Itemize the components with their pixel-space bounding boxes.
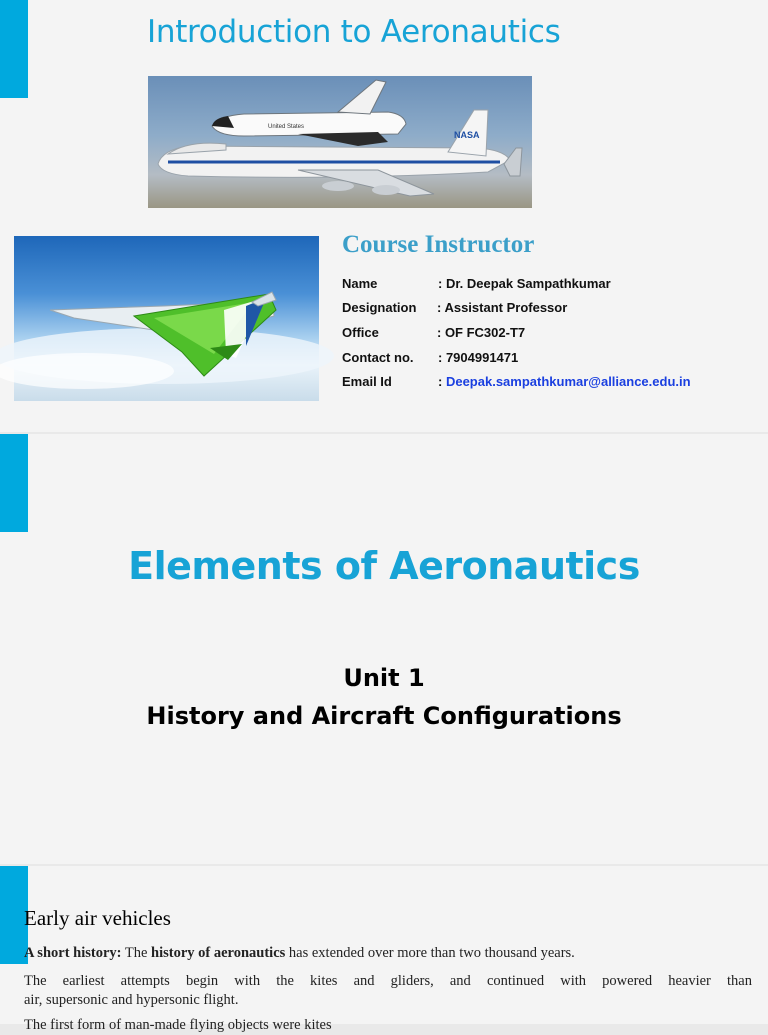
shuttle-body-text: United States	[268, 124, 305, 130]
info-label: Designation	[342, 300, 417, 315]
info-row-email	[342, 374, 691, 389]
bold-term: history of aeronautics	[151, 945, 286, 961]
tail-logo-text: NASA	[454, 130, 480, 140]
slide-early-air-vehicles	[0, 866, 768, 1033]
shuttle-carrier-photo	[148, 76, 532, 208]
accent-bar	[0, 434, 28, 532]
info-value: : OF FC302-T7	[437, 325, 526, 340]
slide-title-unit	[0, 434, 768, 864]
slide-title: Introduction to Aeronautics	[147, 14, 561, 50]
info-row-contact	[342, 350, 518, 365]
info-value-prefix: :	[438, 374, 446, 389]
info-label: Email Id	[342, 374, 392, 389]
shuttle-carrier-illustration	[148, 76, 532, 208]
unit-subtitle: History and Aircraft Configurations	[146, 702, 622, 730]
paragraph-earliest-line2: air, supersonic and hypersonic flight.	[24, 992, 239, 1008]
email-link[interactable]: Deepak.sampathkumar@alliance.edu.in	[445, 374, 691, 389]
info-row-name	[342, 276, 611, 291]
info-value: : Dr. Deepak Sampathkumar	[438, 276, 611, 291]
paragraph-earliest-line1: The earliest attempts begin with the kites and gliders, and continued with powered heavier than	[24, 973, 752, 989]
paragraph-short-history	[24, 944, 752, 963]
text-run: has extended over more than two thousand years.	[285, 945, 575, 961]
info-label: Contact no.	[342, 350, 414, 365]
green-aircraft-illustration	[14, 236, 319, 401]
section-heading: Early air vehicles	[24, 906, 171, 930]
info-value: : 7904991471	[438, 350, 519, 365]
bold-term: A short history:	[24, 945, 122, 961]
green-aircraft-photo	[14, 236, 319, 401]
slide-course-intro	[0, 0, 768, 432]
paragraph-first-form: The first form of man-made flying objects were kites	[24, 1017, 332, 1033]
info-label: Office	[342, 325, 379, 340]
info-row-office	[342, 325, 525, 340]
info-value: : Assistant Professor	[437, 300, 568, 315]
info-label: Name	[342, 276, 378, 291]
course-instructor-heading: Course Instructor	[342, 231, 535, 258]
course-title: Elements of Aeronautics	[128, 544, 640, 588]
info-row-designation	[342, 300, 567, 315]
unit-number: Unit 1	[343, 664, 425, 692]
accent-bar	[0, 0, 28, 98]
text-run: The	[121, 945, 152, 961]
